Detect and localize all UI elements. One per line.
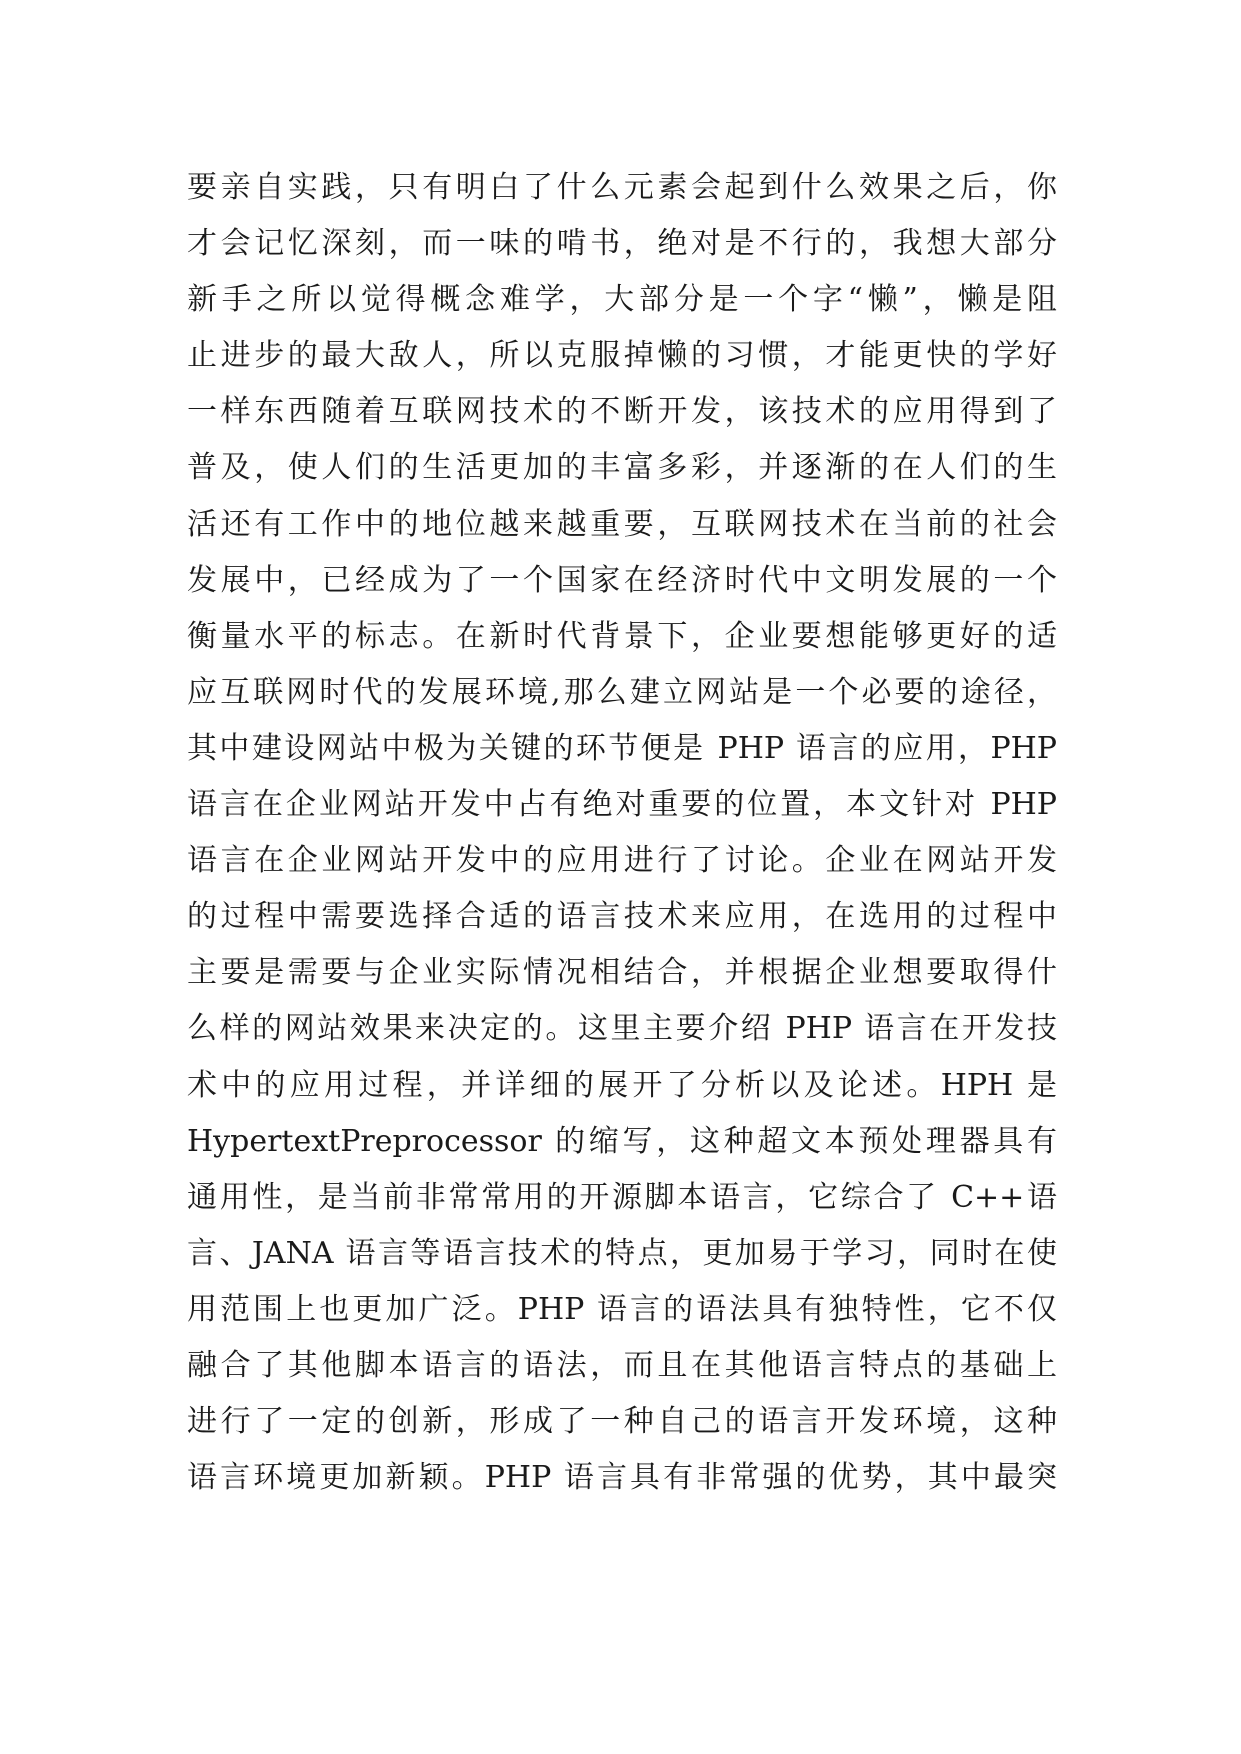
text-line: 新手之所以觉得概念难学，大部分是一个字“懒”，懒是阻 xyxy=(187,282,1057,318)
text-line: 才会记忆深刻，而一味的啃书，绝对是不行的，我想大部分 xyxy=(187,226,1057,262)
text-line: 发展中，已经成为了一个国家在经济时代中文明发展的一个 xyxy=(187,562,1057,598)
text-line: 止进步的最大敌人，所以克服掉懒的习惯，才能更快的学好 xyxy=(187,338,1057,374)
text-line: 衡量水平的标志。在新时代背景下，企业要想能够更好的适 xyxy=(187,618,1057,654)
text-line: 么样的网站效果来决定的。这里主要介绍 PHP 语言在开发技 xyxy=(187,1011,1057,1047)
text-line: 用范围上也更加广泛。PHP 语言的语法具有独特性，它不仅 xyxy=(187,1291,1057,1327)
text-line: 语言在企业网站开发中占有绝对重要的位置，本文针对 PHP xyxy=(187,787,1057,823)
body-paragraph xyxy=(187,160,1057,1506)
text-line: 应互联网时代的发展环境,那么建立网站是一个必要的途径， xyxy=(187,674,1057,710)
text-line: 主要是需要与企业实际情况相结合，并根据企业想要取得什 xyxy=(187,955,1057,991)
text-line: 要亲自实践，只有明白了什么元素会起到什么效果之后，你 xyxy=(187,170,1057,205)
text-line: 术中的应用过程，并详细的展开了分析以及论述。HPH 是 xyxy=(187,1067,1057,1103)
text-line: 一样东西随着互联网技术的不断开发，该技术的应用得到了 xyxy=(187,394,1057,430)
text-line: 语言在企业网站开发中的应用进行了讨论。企业在网站开发 xyxy=(187,843,1057,879)
text-line: HypertextPreprocessor 的缩写，这种超文本预处理器具有 xyxy=(187,1123,1057,1159)
text-line: 融合了其他脚本语言的语法，而且在其他语言特点的基础上 xyxy=(187,1347,1057,1383)
text-line: 其中建设网站中极为关键的环节便是 PHP 语言的应用，PHP xyxy=(187,730,1057,766)
text-line: 言、JANA 语言等语言技术的特点，更加易于学习，同时在使 xyxy=(187,1235,1057,1271)
text-line: 进行了一定的创新，形成了一种自己的语言开发环境，这种 xyxy=(187,1404,1057,1440)
text-line: 通用性，是当前非常常用的开源脚本语言，它综合了 C++语 xyxy=(187,1179,1057,1215)
text-line: 活还有工作中的地位越来越重要，互联网技术在当前的社会 xyxy=(187,506,1057,542)
text-line: 的过程中需要选择合适的语言技术来应用，在选用的过程中 xyxy=(187,899,1057,935)
text-line: 语言环境更加新颖。PHP 语言具有非常强的优势，其中最突 xyxy=(187,1460,1057,1496)
text-line: 普及，使人们的生活更加的丰富多彩，并逐渐的在人们的生 xyxy=(187,450,1057,486)
